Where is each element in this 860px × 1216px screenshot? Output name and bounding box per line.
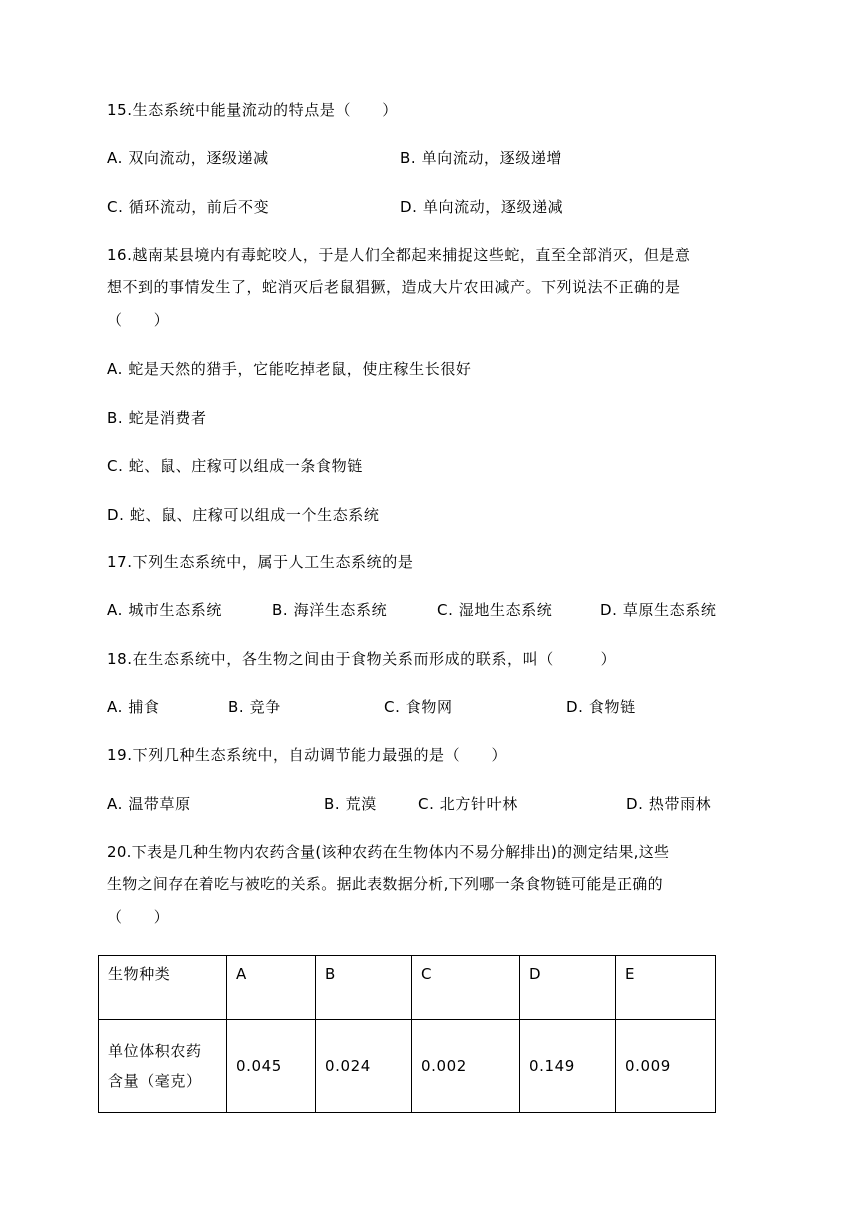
header-cell-species: 生物种类 [99, 956, 227, 1020]
q16-option-b: B. 蛇是消费者 [107, 409, 207, 427]
q18-option-b: B. 竞争 [228, 698, 281, 716]
q16-option-d: D. 蛇、鼠、庄稼可以组成一个生态系统 [107, 506, 380, 524]
q16-stem-line-2: 想不到的事情发生了，蛇消灭后老鼠猖獗，造成大片农田减产。下列说法不正确的是 [107, 278, 681, 296]
table-row [99, 1020, 716, 1113]
header-cell-a: A [227, 956, 316, 1020]
row-label-line-2: 含量（毫克） [108, 1072, 202, 1090]
q19-option-c: C. 北方针叶林 [418, 795, 518, 813]
q19-option-d: D. 热带雨林 [626, 795, 712, 813]
q17-option-b: B. 海洋生态系统 [272, 601, 388, 619]
row-label-line-1: 单位体积农药 [108, 1042, 202, 1060]
q16-option-c: C. 蛇、鼠、庄稼可以组成一条食物链 [107, 457, 363, 475]
row-label-cell [99, 1020, 227, 1113]
q17-stem-line-1: 17.下列生态系统中，属于人工生态系统的是 [107, 553, 414, 571]
q16-stem-line-1: 16.越南某县境内有毒蛇咬人，于是人们全都起来捕捉这些蛇，直至全部消灭，但是意 [107, 246, 691, 264]
q20-stem-line-1: 20.下表是几种生物内农药含量(该种农药在生物体内不易分解排出)的测定结果,这些 [107, 843, 670, 861]
q15-option-a: A. 双向流动，逐级递减 [107, 149, 269, 167]
q17-option-c: C. 湿地生态系统 [437, 601, 553, 619]
q15-option-c: C. 循环流动，前后不变 [107, 198, 270, 216]
q19-option-b: B. 荒漠 [324, 795, 377, 813]
header-cell-d: D [520, 956, 616, 1020]
pesticide-table [98, 955, 716, 1113]
q16-option-a: A. 蛇是天然的猎手，它能吃掉老鼠，使庄稼生长很好 [107, 360, 472, 378]
q19-option-a: A. 温带草原 [107, 795, 191, 813]
q18-option-a: A. 捕食 [107, 698, 160, 716]
q20-stem-line-3: （ ） [107, 908, 170, 926]
header-cell-c: C [412, 956, 520, 1020]
q17-option-a: A. 城市生态系统 [107, 601, 222, 619]
value-cell-d: 0.149 [520, 1020, 616, 1113]
table-header-row [99, 956, 716, 1020]
q17-option-d: D. 草原生态系统 [600, 601, 717, 619]
value-cell-c: 0.002 [412, 1020, 520, 1113]
value-cell-b: 0.024 [316, 1020, 412, 1113]
q15-option-b: B. 单向流动，逐级递增 [400, 149, 563, 167]
q18-stem-line-1: 18.在生态系统中，各生物之间由于食物关系而形成的联系，叫（ ） [107, 650, 617, 668]
value-cell-a: 0.045 [227, 1020, 316, 1113]
q16-stem-line-3: （ ） [107, 311, 170, 329]
q15-stem-line-1: 15.生态系统中能量流动的特点是（ ） [107, 101, 398, 119]
q18-option-c: C. 食物网 [384, 698, 453, 716]
q19-stem-line-1: 19.下列几种生态系统中，自动调节能力最强的是（ ） [107, 746, 508, 764]
q20-stem-line-2: 生物之间存在着吃与被吃的关系。据此表数据分析,下列哪一条食物链可能是正确的 [107, 875, 663, 893]
q18-option-d: D. 食物链 [566, 698, 636, 716]
q15-option-d: D. 单向流动，逐级递减 [400, 198, 564, 216]
header-cell-e: E [616, 956, 716, 1020]
header-cell-b: B [316, 956, 412, 1020]
value-cell-e: 0.009 [616, 1020, 716, 1113]
